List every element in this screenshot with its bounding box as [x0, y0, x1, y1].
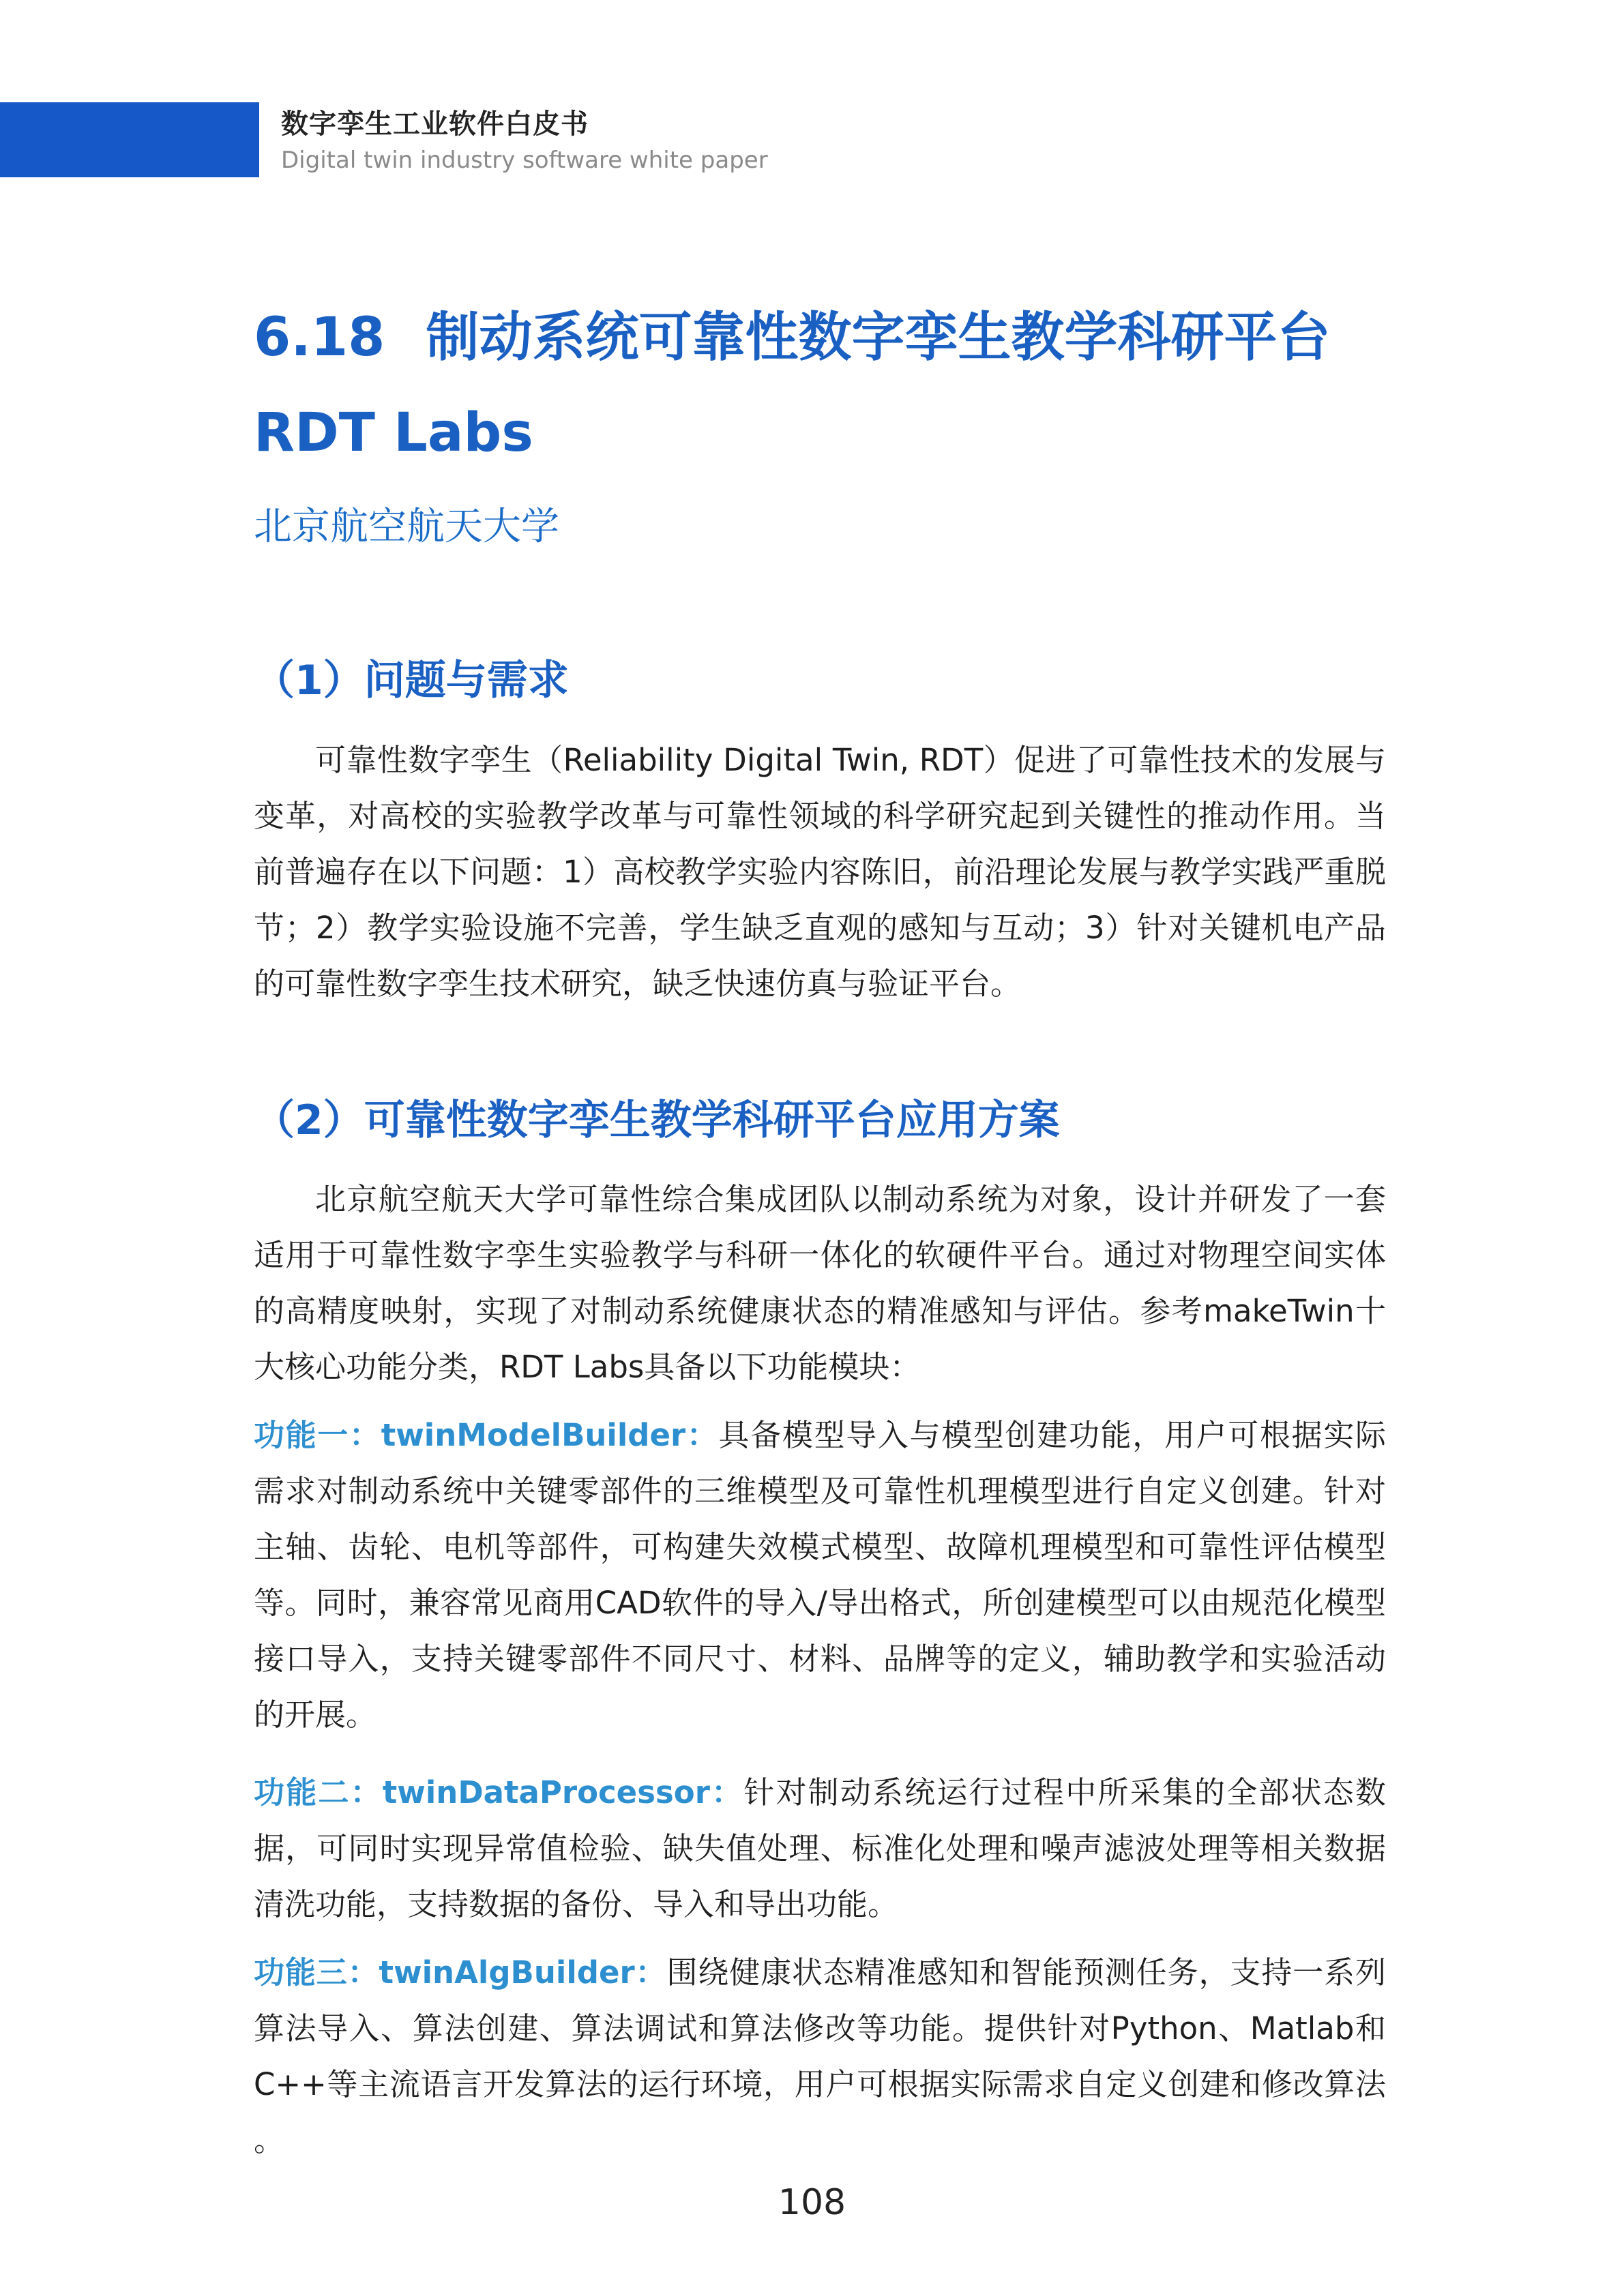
- heading-problems: （1）问题与需求: [254, 657, 569, 704]
- feature-3-label: 功能三：twinAlgBuilder：: [254, 1954, 667, 1991]
- feature-1-text: 具备模型导入与模型创建功能，用户可根据实际需求对制动系统中关键零部件的三维模型及可靠性机理模型进行自定义创建。针对主轴、齿轮、电机等部件，可构建失效模式模型、故障机理模型和可靠性评估模型等。同时，兼容常见商用CAD软件的导入/导出格式，所创建模型可以由规范化模型接口导入，支持关键零部件不同尺寸、材料、品牌等的定义，辅助教学和实验活动的开展。: [254, 1417, 1386, 1733]
- feature-3: [254, 1945, 1386, 2168]
- feature-1-label: 功能一：twinModelBuilder：: [254, 1417, 719, 1453]
- section-title-text: 制动系统可靠性数字孪生教学科研平台 RDT Labs: [254, 307, 1331, 464]
- heading-solution: （2）可靠性数字孪生教学科研平台应用方案: [254, 1097, 1060, 1144]
- feature-2: [254, 1765, 1386, 1933]
- feature-2-text: 针对制动系统运行过程中所采集的全部状态数据，可同时实现异常值检验、缺失值处理、标准化处理和噪声滤波处理等相关数据清洗功能，支持数据的备份、导入和导出功能。: [254, 1774, 1386, 1922]
- paragraph-solution: 北京航空航天大学可靠性综合集成团队以制动系统为对象，设计并研发了一套适用于可靠性数字孪生实验教学与科研一体化的软硬件平台。通过对物理空间实体的高精度映射，实现了对制动系统健康状态的精准感知与评估。参考makeTwin十大核心功能分类，RDT Labs具备以下功能模块：: [254, 1181, 1386, 1385]
- feature-3-text: 围绕健康状态精准感知和智能预测任务，支持一系列算法导入、算法创建、算法调试和算法修改等功能。提供针对Python、Matlab和C++等主流语言开发算法的运行环境，用户可根据实际需求自定义创建和修改算法 。: [254, 1954, 1386, 2158]
- paragraph-problems: 可靠性数字孪生（Reliability Digital Twin, RDT）促进了可靠性技术的发展与变革，对高校的实验教学改革与可靠性领域的科学研究起到关键性的推动作用。当前普遍存在以下问题：1）高校教学实验内容陈旧，前沿理论发展与教学实践严重脱节；2）教学实验设施不完善，学生缺乏直观的感知与互动；3）针对关键机电产品的可靠性数字孪生技术研究，缺乏快速仿真与验证平台。: [254, 742, 1386, 1002]
- section-number: 6.18: [254, 307, 385, 368]
- header-title: 数字孪生工业软件白皮书: [281, 108, 589, 140]
- organization-name: 北京航空航天大学: [254, 505, 559, 549]
- header-accent-bar: [0, 102, 259, 177]
- header-subtitle: Digital twin industry software white paper: [281, 147, 768, 174]
- feature-1: [254, 1407, 1386, 1743]
- feature-2-label: 功能二：twinDataProcessor：: [254, 1774, 744, 1810]
- section-title: [254, 290, 1400, 481]
- page-number: 108: [778, 2182, 846, 2223]
